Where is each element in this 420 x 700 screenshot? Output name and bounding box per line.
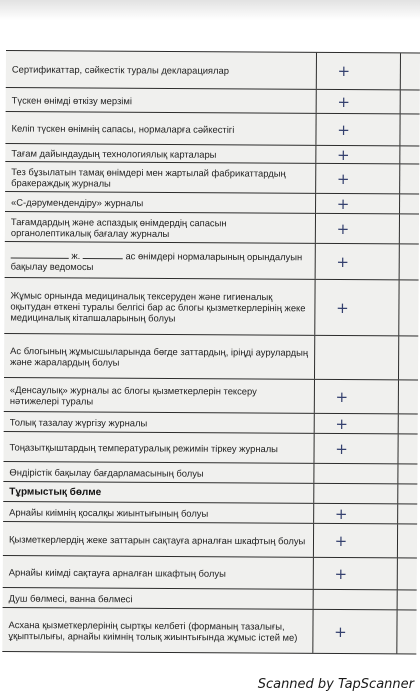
check-mark: +: [334, 531, 348, 550]
table-row: [3, 522, 417, 559]
table-row: [3, 588, 417, 611]
blank-line: [11, 248, 69, 258]
check-mark: +: [336, 252, 350, 271]
check-mark: +: [336, 194, 350, 213]
section-header-row: [3, 482, 417, 505]
table-row: [5, 242, 419, 281]
row-label: Арнайы киімді сақтауға арналған шкафтың болуы: [8, 566, 226, 579]
row-label: Тағамдардың және аспаздық өнімдердің сапасын органолептикалық бағалау журналы: [10, 215, 227, 239]
row-label: Тоңазытқыштардың температуралық режимін тіркеу журналы: [9, 441, 278, 454]
row-label: Асхана қызметкерлерінің сыртқы келбеті (форманың тазалығы, ұқыптылығы, арнайы киімнің толық жиынтығында жұмыс істей ме): [8, 618, 298, 643]
row-label-year: ж.: [71, 249, 81, 261]
check-mark: +: [336, 298, 349, 317]
check-mark: +: [337, 120, 350, 139]
row-label: Өндірістік бақылау бағдарламасының болуы: [9, 466, 204, 479]
table-row: [5, 112, 419, 147]
table-row: [2, 608, 416, 655]
scanner-watermark: Scanned by TapScanner: [257, 677, 414, 692]
table-row: [3, 462, 417, 485]
row-label: Қызметкерлердің жеке заттарын сақтауға арналған шкафтың болуы: [8, 533, 306, 546]
row-label: Келіп түскен өнімнің сапасы, нормаларға сәйкестігі: [11, 122, 235, 135]
table-row: [4, 378, 418, 415]
check-mark: +: [335, 414, 349, 433]
row-label: Тағам дайындаудың технологиялық карталары: [11, 147, 217, 160]
row-label: Сертификаттар, сәйкестік туралы декларациялар: [11, 63, 229, 76]
check-mark: +: [337, 62, 351, 81]
table-row: [5, 192, 419, 215]
table-row: [5, 162, 419, 195]
row-label: Арнайы киімнің қосалқы жиынтығының болуы: [9, 506, 209, 519]
table-row: [4, 412, 418, 435]
check-mark: +: [336, 169, 350, 188]
check-mark: +: [335, 387, 349, 406]
table-row: [3, 432, 417, 465]
row-label: Түскен өнімді өткізу мерзімі: [11, 94, 132, 106]
table-row: [5, 212, 419, 245]
row-label: Душ бөлмесі, ванна бөлмесі: [8, 592, 133, 604]
row-label: «Денсаулық» журналы ас блогы қызметкерлерін тексеру нәтижелері туралы: [9, 383, 257, 407]
check-mark: +: [334, 622, 347, 641]
check-mark: +: [335, 439, 348, 458]
table-row: [3, 502, 417, 525]
row-label: Ас блогының жұмысшыларында бөгде заттардың, іріңді аурулардың және жаралардың болуы: [10, 344, 309, 368]
table-row: [3, 556, 417, 591]
check-mark: +: [334, 504, 348, 523]
table-row: [4, 334, 418, 381]
row-label: Тез бұзылатын тамақ өнімдері мен жартылай фабрикаттардың бракераждық журналы: [11, 165, 286, 189]
page-edge-shadow: [0, 0, 420, 20]
row-label-rest: ас өнімдері нормаларының орындалуын бақылау ведомосы: [10, 249, 303, 272]
check-mark: +: [334, 564, 348, 583]
row-label: [11, 248, 309, 273]
table-row: [4, 278, 418, 337]
section-title: Тұрмыстық бөлме: [9, 486, 102, 498]
check-mark: +: [336, 219, 350, 238]
row-label: Жұмыс орнында медициналық тексеруден және гигиеналық оқытудан өткені туралы белгісі бар ас блогы қызметкерлерінің жеке медициналық кітапшаларының болуы: [10, 289, 306, 324]
blank-line: [83, 248, 123, 258]
row-label: Толық тазалау жүргізу журналы: [9, 416, 148, 428]
row-label: «С-дәрумендендіру» журналы: [11, 196, 144, 208]
table-row: [6, 50, 420, 91]
table-row: [6, 88, 420, 115]
check-mark: +: [337, 92, 351, 111]
check-mark: +: [337, 145, 350, 164]
checklist-table: [2, 50, 420, 655]
